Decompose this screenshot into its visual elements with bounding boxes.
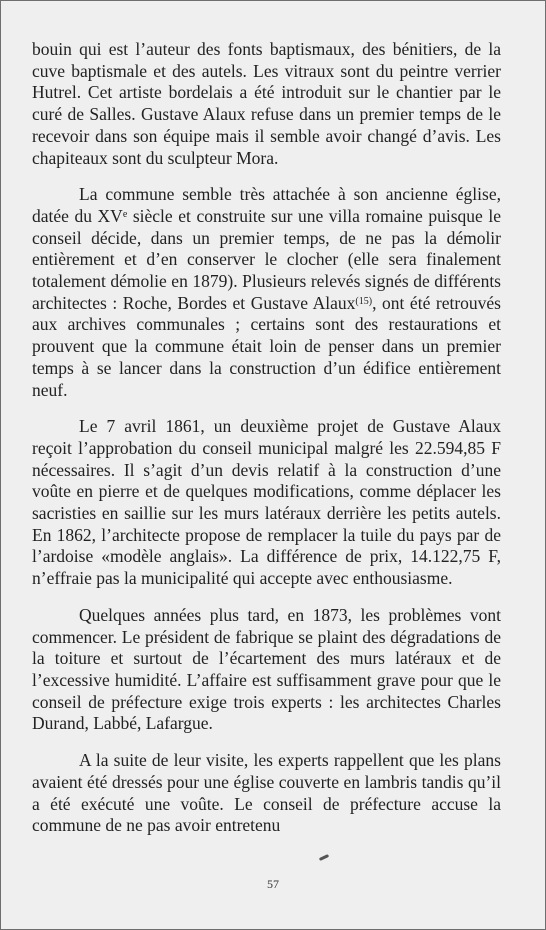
paragraph-2-part-2: siècle et construite sur une villa romaine puisque le conseil décide, dans un premier temps, de ne pas la démolir entièrement et d’en conserver le clocher (elle sera finalement totalement démolie en 1879). Plusieurs relevés signés de différents architectes : Roche, Bordes et Gustave Alaux	[32, 205, 501, 313]
body-text	[32, 39, 501, 852]
paragraph-5: A la suite de leur visite, les experts rappellent que les plans avaient été dressés pour une église couverte en lambris tandis qu’il a été exécuté une voûte. Le conseil de préfecture accuse la commune de ne pas avoir entretenu	[32, 750, 501, 836]
paragraph-3: Le 7 avril 1861, un deuxième projet de Gustave Alaux reçoit l’approbation du conseil municipal malgré les 22.594,85 F nécessaires. Il s’agit d’un devis relatif à la construction d’une voûte en pierre et de quelques modifications, comme déplacer les sacristies en saillie sur les murs latéraux derrière les petits autels. En 1862, l’architecte propose de remplacer la tuile du pays par de l’ardoise «modèle anglais». La différence de prix, 14.122,75 F, n’effraie pas la municipalité qui accepte avec enthousiasme.	[32, 416, 501, 589]
paragraph-2	[32, 184, 501, 401]
paragraph-2-part-3: , ont été retrouvés aux archives communales ; certains sont des restaurations et prouvent que la commune était loin de penser dans un premier temps à se lancer dans la construction d’un édifice entièrement neuf.	[32, 292, 501, 400]
page-number: 57	[267, 877, 279, 891]
paragraph-1: bouin qui est l’auteur des fonts baptismaux, des bénitiers, de la cuve baptismale et des autels. Les vitraux sont du peintre verrier Hutrel. Cet artiste bordelais a été introduit sur le chantier par le curé de Salles. Gustave Alaux refuse dans un premier temps de le recevoir dans son équipe mais il semble avoir changé d’avis. Les chapiteaux sont du sculpteur Mora.	[32, 39, 501, 168]
footnote-ref-15: (15)	[355, 295, 373, 307]
ink-mark	[319, 854, 329, 861]
century-superscript: e	[122, 208, 128, 220]
paragraph-4: Quelques années plus tard, en 1873, les problèmes vont commencer. Le président de fabrique se plaint des dégradations de la toiture et surtout de l’écartement des murs latéraux et de l’excessive humidité. L’affaire est suffisamment grave pour que le conseil de préfecture exige trois experts : les architectes Charles Durand, Labbé, Lafargue.	[32, 604, 501, 734]
paragraph-2-part-1: La commune semble très attachée à son ancienne église, datée du XV	[32, 184, 501, 226]
